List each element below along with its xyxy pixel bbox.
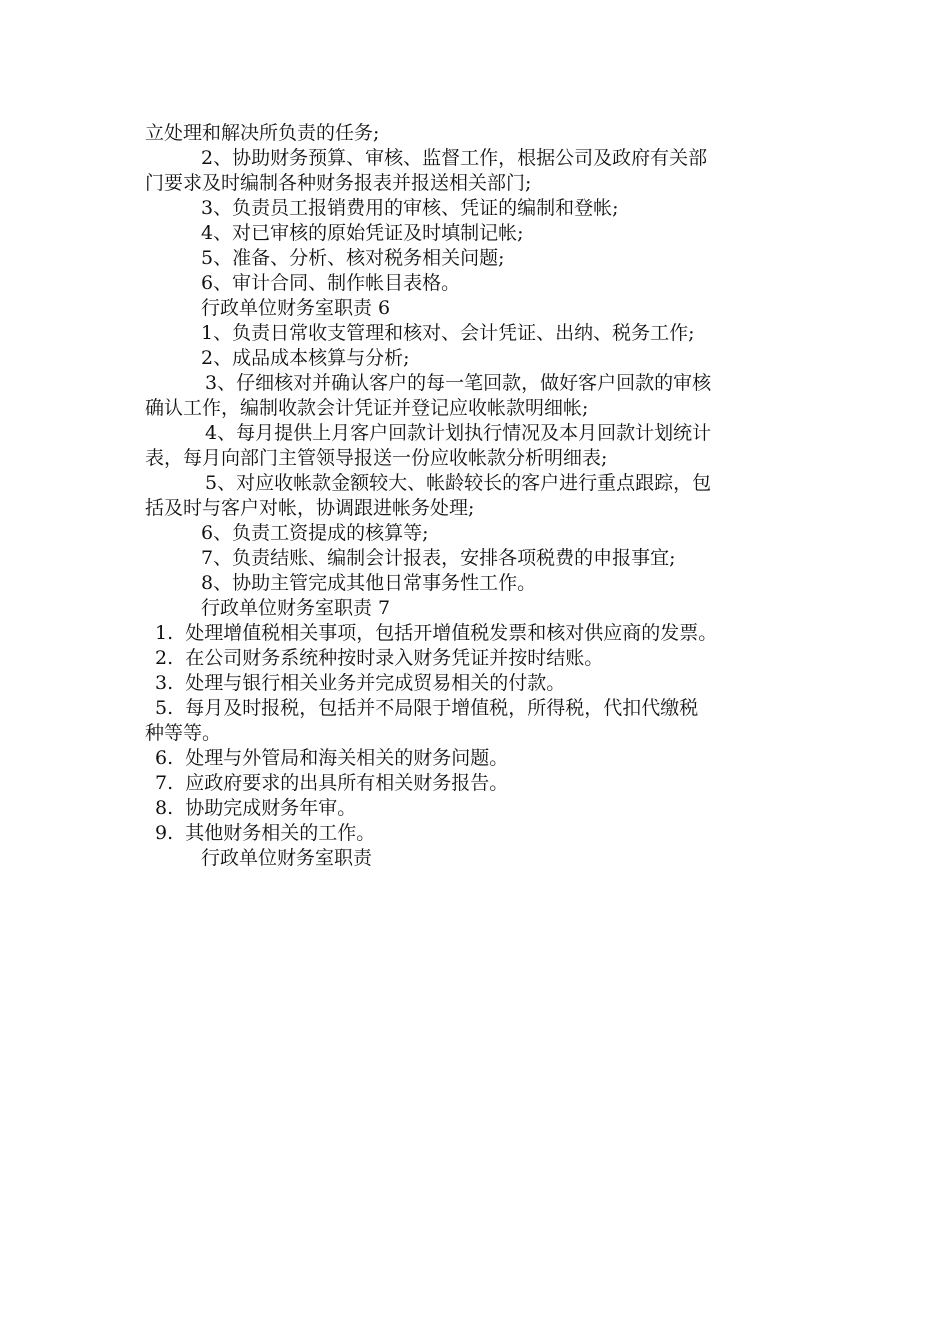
section7-item-3: 3. 处理与银行相关业务并完成贸易相关的付款。 [155,672,566,694]
section7-heading: 行政单位财务室职责 7 [201,597,391,619]
section7-item-5-line-1: 5. 每月及时报税，包括并不局限于增值税，所得税，代扣代缴税 [155,697,699,719]
section7-item-5-line-2: 种等等。 [145,722,222,744]
section6-item-1: 1、负责日常收支管理和核对、会计凭证、出纳、税务工作; [201,322,695,344]
section6-item-3-line-1: 3、仔细核对并确认客户的每一笔回款，做好客户回款的审核 [205,372,712,394]
section6-item-3-line-2: 确认工作，编制收款会计凭证并登记应收帐款明细帐; [145,397,589,419]
section5-item-4: 4、对已审核的原始凭证及时填制记帐; [201,222,524,244]
section5-item-5: 5、准备、分析、核对税务相关问题; [201,247,505,269]
section6-item-4 [145,421,810,471]
section5-item-3: 3、负责员工报销费用的审核、凭证的编制和登帐; [201,197,619,219]
section6-item-4-line-1: 4、每月提供上月客户回款计划执行情况及本月回款计划统计 [205,422,712,444]
intro-tail-line: 立处理和解决所负责的任务; [145,122,380,144]
section6-item-5 [145,471,810,521]
section5-item-2 [145,146,810,196]
section7-item-6: 6. 处理与外管局和海关相关的财务问题。 [155,747,509,769]
document-body [145,121,810,871]
section6-item-6: 6、负责工资提成的核算等; [201,522,429,544]
section6-item-8: 8、协助主管完成其他日常事务性工作。 [201,572,537,594]
section7-item-2: 2. 在公司财务系统种按时录入财务凭证并按时结账。 [155,647,604,669]
section6-item-2: 2、成品成本核算与分析; [201,347,410,369]
section7-item-5 [145,696,810,746]
section5-item-6: 6、审计合同、制作帐目表格。 [201,272,461,294]
section6-item-3 [145,371,810,421]
final-heading: 行政单位财务室职责 [201,847,373,869]
section7-item-9: 9. 其他财务相关的工作。 [155,822,376,844]
section7-item-1: 1. 处理增值税相关事项，包括开增值税发票和核对供应商的发票。 [155,622,718,644]
section5-item-2-line-1: 2、协助财务预算、审核、监督工作，根据公司及政府有关部 [201,147,708,169]
section7-item-8: 8. 协助完成财务年审。 [155,797,357,819]
section6-item-5-line-1: 5、对应收帐款金额较大、帐龄较长的客户进行重点跟踪，包 [205,472,712,494]
section7-item-7: 7. 应政府要求的出具所有相关财务报告。 [155,772,509,794]
section6-item-5-line-2: 括及时与客户对帐，协调跟进帐务处理; [145,497,475,519]
section6-heading: 行政单位财务室职责 6 [201,297,391,319]
section5-item-2-line-2: 门要求及时编制各种财务报表并报送相关部门; [145,172,532,194]
section6-item-4-line-2: 表，每月向部门主管领导报送一份应收帐款分析明细表; [145,447,608,469]
section6-item-7: 7、负责结账、编制会计报表，安排各项税费的申报事宜; [201,547,676,569]
